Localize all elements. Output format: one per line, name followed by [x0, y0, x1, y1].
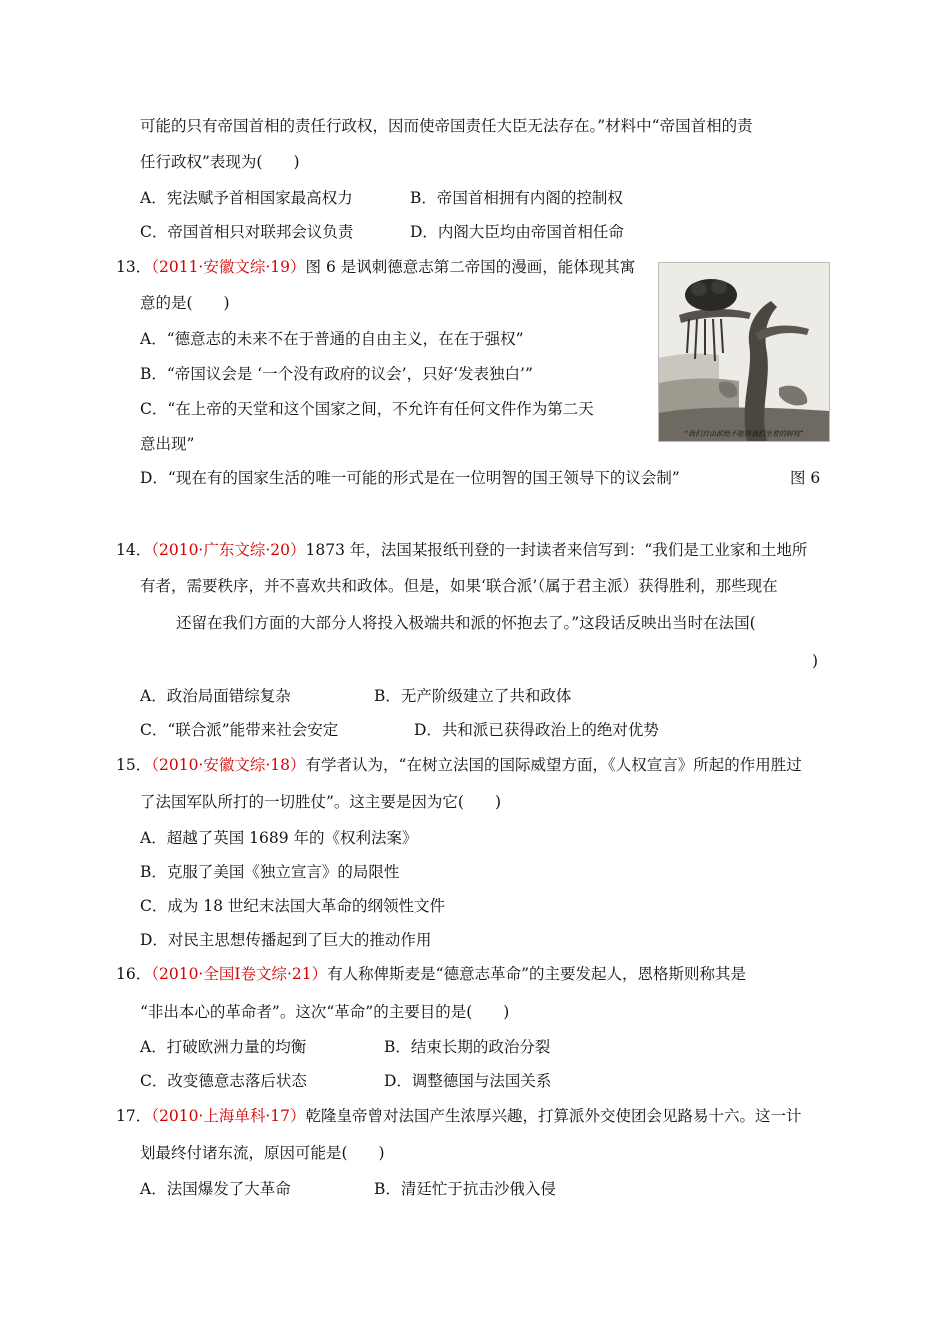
q16-stem-line1 — [116, 964, 746, 984]
q16-stem-line2: “非出本心的革命者”。这次“革命”的主要目的是( ) — [140, 1003, 510, 1021]
q14-number: 14． — [116, 541, 152, 559]
q12-option-d: D．内阁大臣均由帝国首相任命 — [410, 223, 624, 241]
q15-option-a: A．超越了英国 1689 年的《权利法案》 — [140, 829, 418, 847]
q13-stem-line2: 意的是( ) — [140, 294, 230, 312]
q17-stem-line1 — [116, 1106, 802, 1126]
q16-option-c: C．改变德意志落后状态 — [140, 1072, 307, 1090]
q16-text: 有人称俾斯麦是“德意志革命”的主要发起人，恩格斯则称其是 — [327, 965, 746, 983]
q12-stem-line1: 可能的只有帝国首相的责任行政权，因而使帝国责任大臣无法存在。”材料中“帝国首相的责 — [140, 117, 753, 135]
q14-option-c: C．“联合派”能带来社会安定 — [140, 721, 339, 739]
q12-stem-line2: 任行政权”表现为( ) — [140, 153, 300, 171]
q16-source: （2010·全国Ⅰ卷文综·21） — [151, 965, 328, 983]
q13-option-d: D．“现在有的国家生活的唯一可能的形式是在一位明智的国王领导下的议会制” — [140, 469, 680, 487]
q14-stem-line2: 有者，需要秩序，并不喜欢共和政体。但是，如果‘联合派’（属于君主派）获得胜利，那些现在 — [140, 577, 778, 595]
q16-number: 16． — [116, 965, 152, 983]
q15-number: 15． — [116, 756, 152, 774]
q17-option-b: B．清廷忙于抗击沙俄入侵 — [374, 1180, 556, 1198]
q12-option-a: A．宪法赋予首相国家最高权力 — [140, 189, 353, 207]
q14-stem-line4: ) — [812, 652, 819, 670]
q13-cartoon-caption: “我们自由派绝不能拌我们坐着的树枝” — [684, 430, 804, 438]
q12-option-c: C．帝国首相只对联邦会议负责 — [140, 223, 354, 241]
q16-option-a: A．打破欧洲力量的均衡 — [140, 1038, 307, 1056]
q13-text: 图 6 是讽刺德意志第二帝国的漫画，能体现其寓 — [305, 258, 636, 276]
q15-source: （2010·安徽文综·18） — [151, 756, 306, 774]
q13-option-a: A．“德意志的未来不在于普通的自由主义，在在于强权” — [140, 330, 524, 348]
q13-stem-line1 — [116, 257, 635, 277]
q13-cartoon-figure — [658, 262, 830, 442]
q15-option-d: D．对民主思想传播起到了巨大的推动作用 — [140, 931, 432, 949]
q15-stem-line2: 了法国军队所打的一切胜仗”。这主要是因为它( ) — [140, 793, 502, 811]
q17-option-a: A．法国爆发了大革命 — [140, 1180, 291, 1198]
q14-option-d: D．共和派已获得政治上的绝对优势 — [414, 721, 659, 739]
q14-option-a: A．政治局面错综复杂 — [140, 687, 291, 705]
q14-text: 1873 年，法国某报纸刊登的一封读者来信写到：“我们是工业家和土地所 — [305, 541, 808, 559]
cartoon-illustration — [659, 263, 829, 441]
q14-stem-line3: 还留在我们方面的大部分人将投入极端共和派的怀抱去了。”这段话反映出当时在法国( — [176, 614, 756, 632]
q17-text: 乾隆皇帝曾对法国产生浓厚兴趣，打算派外交使团会见路易十六。这一计 — [305, 1107, 802, 1125]
q12-option-b: B．帝国首相拥有内阁的控制权 — [410, 189, 623, 207]
q13-number: 13． — [116, 258, 152, 276]
q15-stem-line1 — [116, 755, 802, 775]
q13-option-c-line1: C．“在上帝的天堂和这个国家之间，不允许有任何文件作为第二天 — [140, 400, 594, 418]
q15-text: 有学者认为，“在树立法国的国际威望方面，《人权宣言》所起的作用胜过 — [305, 756, 802, 774]
q14-option-b: B．无产阶级建立了共和政体 — [374, 687, 572, 705]
q15-option-b: B．克服了美国《独立宣言》的局限性 — [140, 863, 400, 881]
q14-source: （2010·广东文综·20） — [151, 541, 306, 559]
q13-figure-label: 图 6 — [790, 469, 821, 487]
q17-stem-line2: 划最终付诸东流，原因可能是( ) — [140, 1144, 385, 1162]
q14-stem-line1 — [116, 540, 807, 560]
q16-option-b: B．结束长期的政治分裂 — [384, 1038, 551, 1056]
q17-source: （2010·上海单科·17） — [151, 1107, 306, 1125]
q13-option-b: B．“帝国议会是 ‘一个没有政府的议会’，只好‘发表独白’” — [140, 365, 533, 383]
q16-option-d: D．调整德国与法国关系 — [384, 1072, 552, 1090]
q15-option-c: C．成为 18 世纪末法国大革命的纲领性文件 — [140, 897, 445, 915]
q13-source: （2011·安徽文综·19） — [151, 258, 306, 276]
q13-option-c-line2: 意出现” — [140, 435, 195, 453]
q17-number: 17． — [116, 1107, 152, 1125]
